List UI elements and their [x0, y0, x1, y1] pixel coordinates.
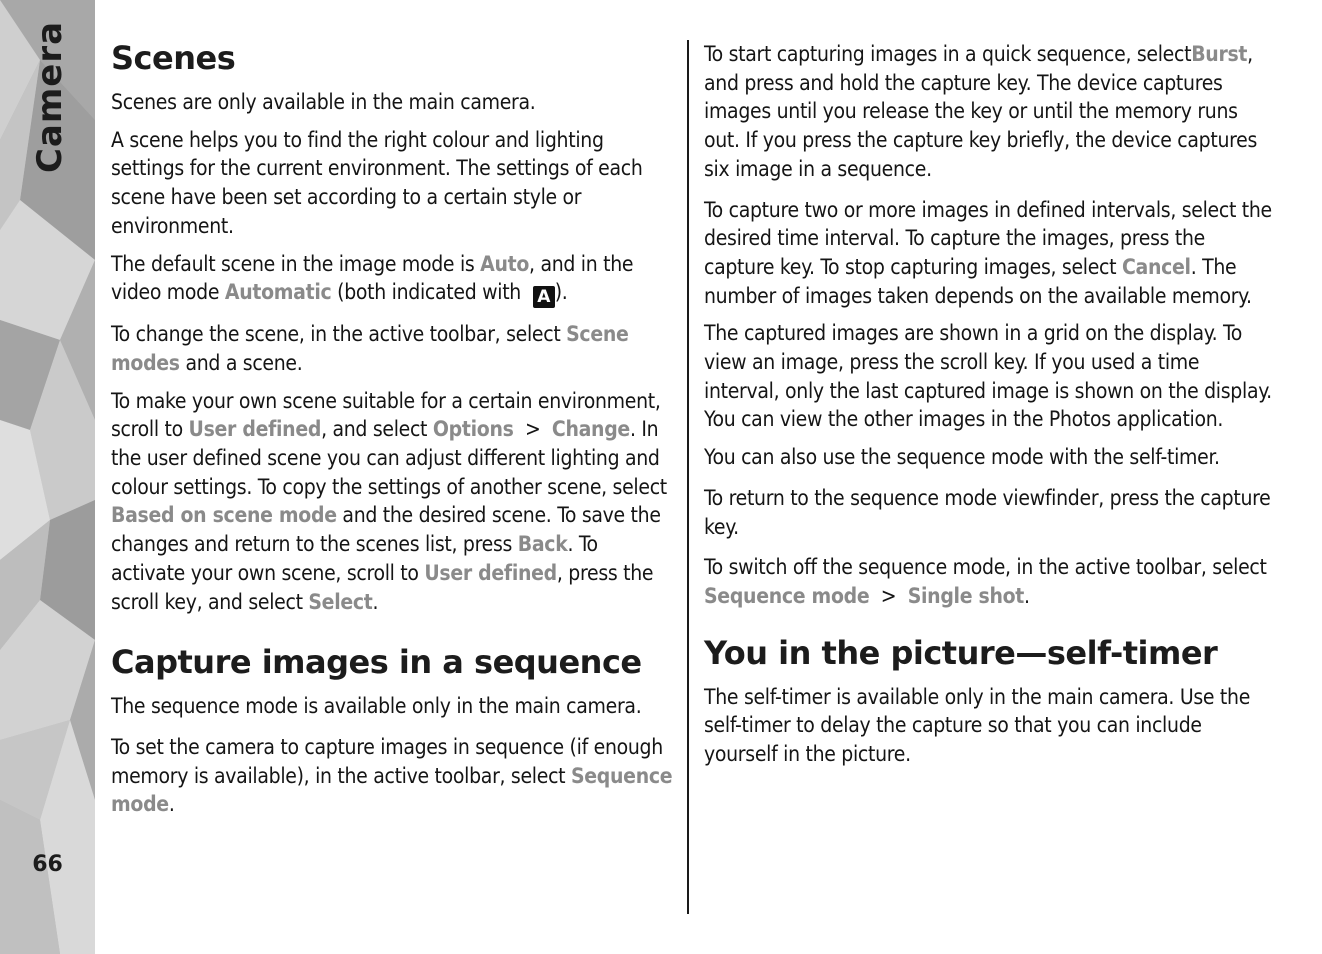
right-column — [704, 36, 1274, 778]
keyword-cancel: Cancel — [1121, 254, 1191, 279]
keyword-user-defined-2: User defined — [424, 560, 557, 585]
keyword-automatic: Automatic — [224, 280, 332, 305]
keyword-user-defined: User defined — [188, 417, 322, 442]
selftimer-heading: You in the picture—self-timer — [704, 633, 1218, 672]
sequence-paragraph-1: The sequence mode is available only in the main camera. — [111, 694, 642, 719]
page-number: 66 — [32, 852, 63, 877]
sequence-heading: Capture images in a sequence — [111, 643, 642, 682]
sequence-paragraph-5: The captured images are shown in a grid on the display. To view an image, press the scroll key. If you used a time interval, only the last captured image is shown on the display. You can view the other images in the Photos application. — [704, 321, 1272, 432]
scenes-paragraph-4: To change the scene, in the active toolbar, select Scene modes and a scene. — [111, 322, 629, 375]
auto-mode-icon: A — [533, 286, 555, 308]
column-divider — [687, 40, 689, 914]
scenes-paragraph-5: To make your own scene suitable for a certain environment, scroll to User defined, and select Options > Change. In the user defined scene you can adjust different lighting and colour settings. To copy the settings of another scene, select Based on scene mode and the desired scene. To save the changes and return to the scenes list, press Back. To activate your own scene, scroll to User defined, press the scroll key, and select Select. — [111, 388, 667, 614]
keyword-scene-modes: Scene modes — [111, 322, 629, 375]
keyword-single-shot: Single shot — [907, 583, 1025, 608]
keyword-burst: Burst — [1191, 42, 1248, 66]
menu-path-separator: > — [513, 417, 552, 442]
keyword-back: Back — [517, 532, 568, 557]
keyword-change: Change — [551, 417, 630, 442]
sequence-paragraph-6: You can also use the sequence mode with the self-timer. — [704, 445, 1220, 470]
keyword-based-on-scene-mode: Based on scene mode — [111, 503, 337, 528]
scenes-heading: Scenes — [111, 39, 236, 77]
keyword-sequence-mode-2: Sequence mode — [704, 583, 870, 608]
sequence-paragraph-4: To capture two or more images in defined intervals, select the desired time interval. To capture the images, press the capture key. To stop capturing images, select Cancel. The number of images taken depends on the available memory. — [704, 197, 1272, 308]
scenes-paragraph-3: The default scene in the image mode is Auto, and in the video mode Automatic (both indicated with A ). — [111, 251, 634, 308]
sequence-paragraph-7: To return to the sequence mode viewfinder, press the capture key. — [704, 485, 1271, 539]
selftimer-paragraph-1: The self-timer is available only in the main camera. Use the self-timer to delay the capture so that you can include yourself in the picture. — [704, 684, 1251, 767]
sequence-paragraph-3: To start capturing images in a quick sequence, selectBurst, and press and hold the capture key. The device captures images until you release the key or until the memory runs out. If you press the capture key briefly, the device captures six image in a sequence. — [704, 42, 1258, 181]
scenes-paragraph-1: Scenes are only available in the main camera. — [111, 90, 536, 114]
sequence-paragraph-2: To set the camera to capture images in sequence (if enough memory is available), in the active toolbar, select Sequence mode. — [111, 734, 673, 817]
scenes-paragraph-2: A scene helps you to find the right colour and lighting settings for the current environment. The settings of each scene have been set according to a certain style or environment. — [111, 127, 643, 238]
left-column — [111, 36, 677, 828]
menu-path-separator-2: > — [869, 583, 908, 608]
sequence-paragraph-8: To switch off the sequence mode, in the active toolbar, select Sequence mode > Single shot. — [704, 555, 1267, 608]
keyword-options: Options — [432, 417, 514, 442]
keyword-auto: Auto — [480, 251, 530, 276]
section-sidebar — [0, 0, 95, 954]
keyword-select: Select — [308, 589, 373, 614]
keyword-sequence-mode: Sequence mode — [111, 763, 673, 817]
section-title-vertical: Camera — [30, 20, 70, 174]
